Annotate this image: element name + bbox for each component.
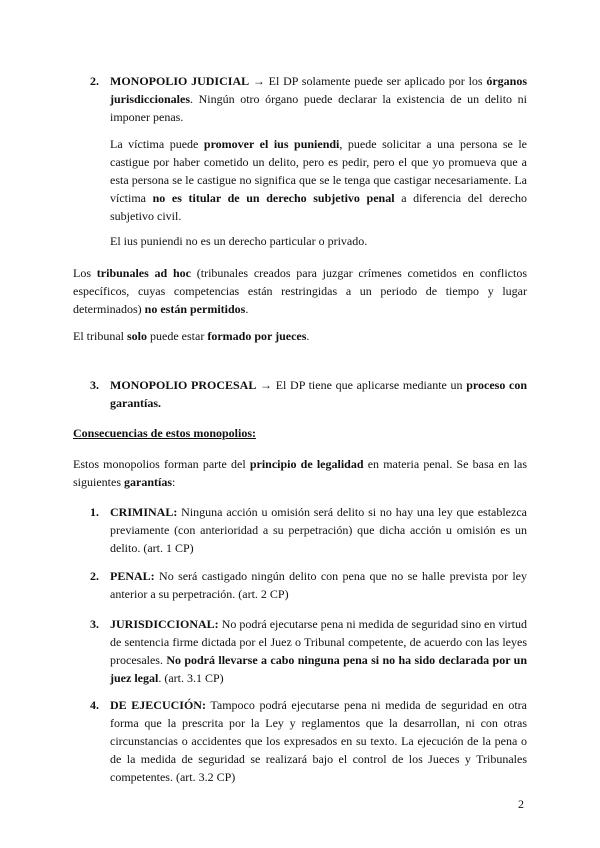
page-number: 2	[518, 797, 524, 811]
tribunales-paragraph: Los tribunales ad hoc (tribunales creados para juzgar crímenes cometidos en conflictos específicos, cuyas competencias están restringidas a un periodo de tiempo y lugar determinados) no están permitidos.	[73, 266, 528, 316]
garantia-1-number: 1.	[90, 505, 99, 519]
estos-monopolios-paragraph: Estos monopolios forman parte del principio de legalidad en materia penal. Se basa en las siguientes garantías:	[73, 457, 527, 489]
ius-puniendi-paragraph: El ius puniendi no es un derecho particular o privado.	[110, 234, 368, 248]
garantia-ejecucion: DE EJECUCIÓN: Tampoco podrá ejecutarse pena ni medida de seguridad en otra forma que la prescrita por la Ley y reglamentos que la desarrollan, ni con otras circunstancias o accidentes que los expresados en su texto. La ejecución de la pena o de la medida de seguridad se realizará bajo el control de los Jueces y Tribunales competentes. (art. 3.2 CP)	[110, 698, 527, 784]
arrow: →	[249, 74, 269, 88]
tribunal-paragraph: El tribunal solo puede estar formado por jueces.	[73, 329, 310, 343]
victima-paragraph: La víctima puede promover el ius puniendi, puede solicitar a una persona se le castigue por haber cometido un delito, pero es pedir, pero el que yo promueva que a esta persona se le castigue no significa que se le tenga que castigar necesariamente. La víctima no es titular de un derecho subjetivo penal a diferencia del derecho subjetivo civil.	[110, 137, 528, 223]
section-3-title: MONOPOLIO PROCESAL	[110, 378, 257, 392]
section-2-title: MONOPOLIO JUDICIAL	[110, 74, 250, 88]
garantia-penal: PENAL: No será castigado ningún delito con pena que no se halle prevista por ley anterior a su perpetración. (art. 2 CP)	[110, 569, 527, 601]
garantia-4-number: 4.	[90, 698, 99, 712]
section-2-number: 2.	[90, 74, 99, 88]
garantia-criminal: CRIMINAL: Ninguna acción u omisión será delito si no hay una ley que establezca previamente (con anterioridad a su perpetración) que dicha acción u omisión es un delito. (art. 1 CP)	[110, 505, 527, 555]
garantia-3-number: 3.	[90, 617, 99, 631]
garantia-jurisdiccional: JURISDICCIONAL: No podrá ejecutarse pena ni medida de seguridad sino en virtud de sentencia firme dictada por el Juez o Tribunal competente, de acuerdo con las leyes procesales. No podrá llevarse a cabo ninguna pena si no ha sido declarada por un juez legal. (art. 3.1 CP)	[110, 617, 527, 685]
section-3-number: 3.	[90, 378, 99, 392]
consecuencias-heading: Consecuencias de estos monopolios:	[73, 426, 257, 440]
section-3-paragraph: MONOPOLIO PROCESAL → El DP tiene que aplicarse mediante un proceso con garantías.	[110, 378, 528, 410]
section-2-paragraph: MONOPOLIO JUDICIAL → El DP solamente puede ser aplicado por los órganos jurisdiccionales. Ningún otro órgano puede declarar la existencia de un delito ni imponer penas.	[110, 74, 528, 124]
garantia-2-number: 2.	[90, 569, 99, 583]
